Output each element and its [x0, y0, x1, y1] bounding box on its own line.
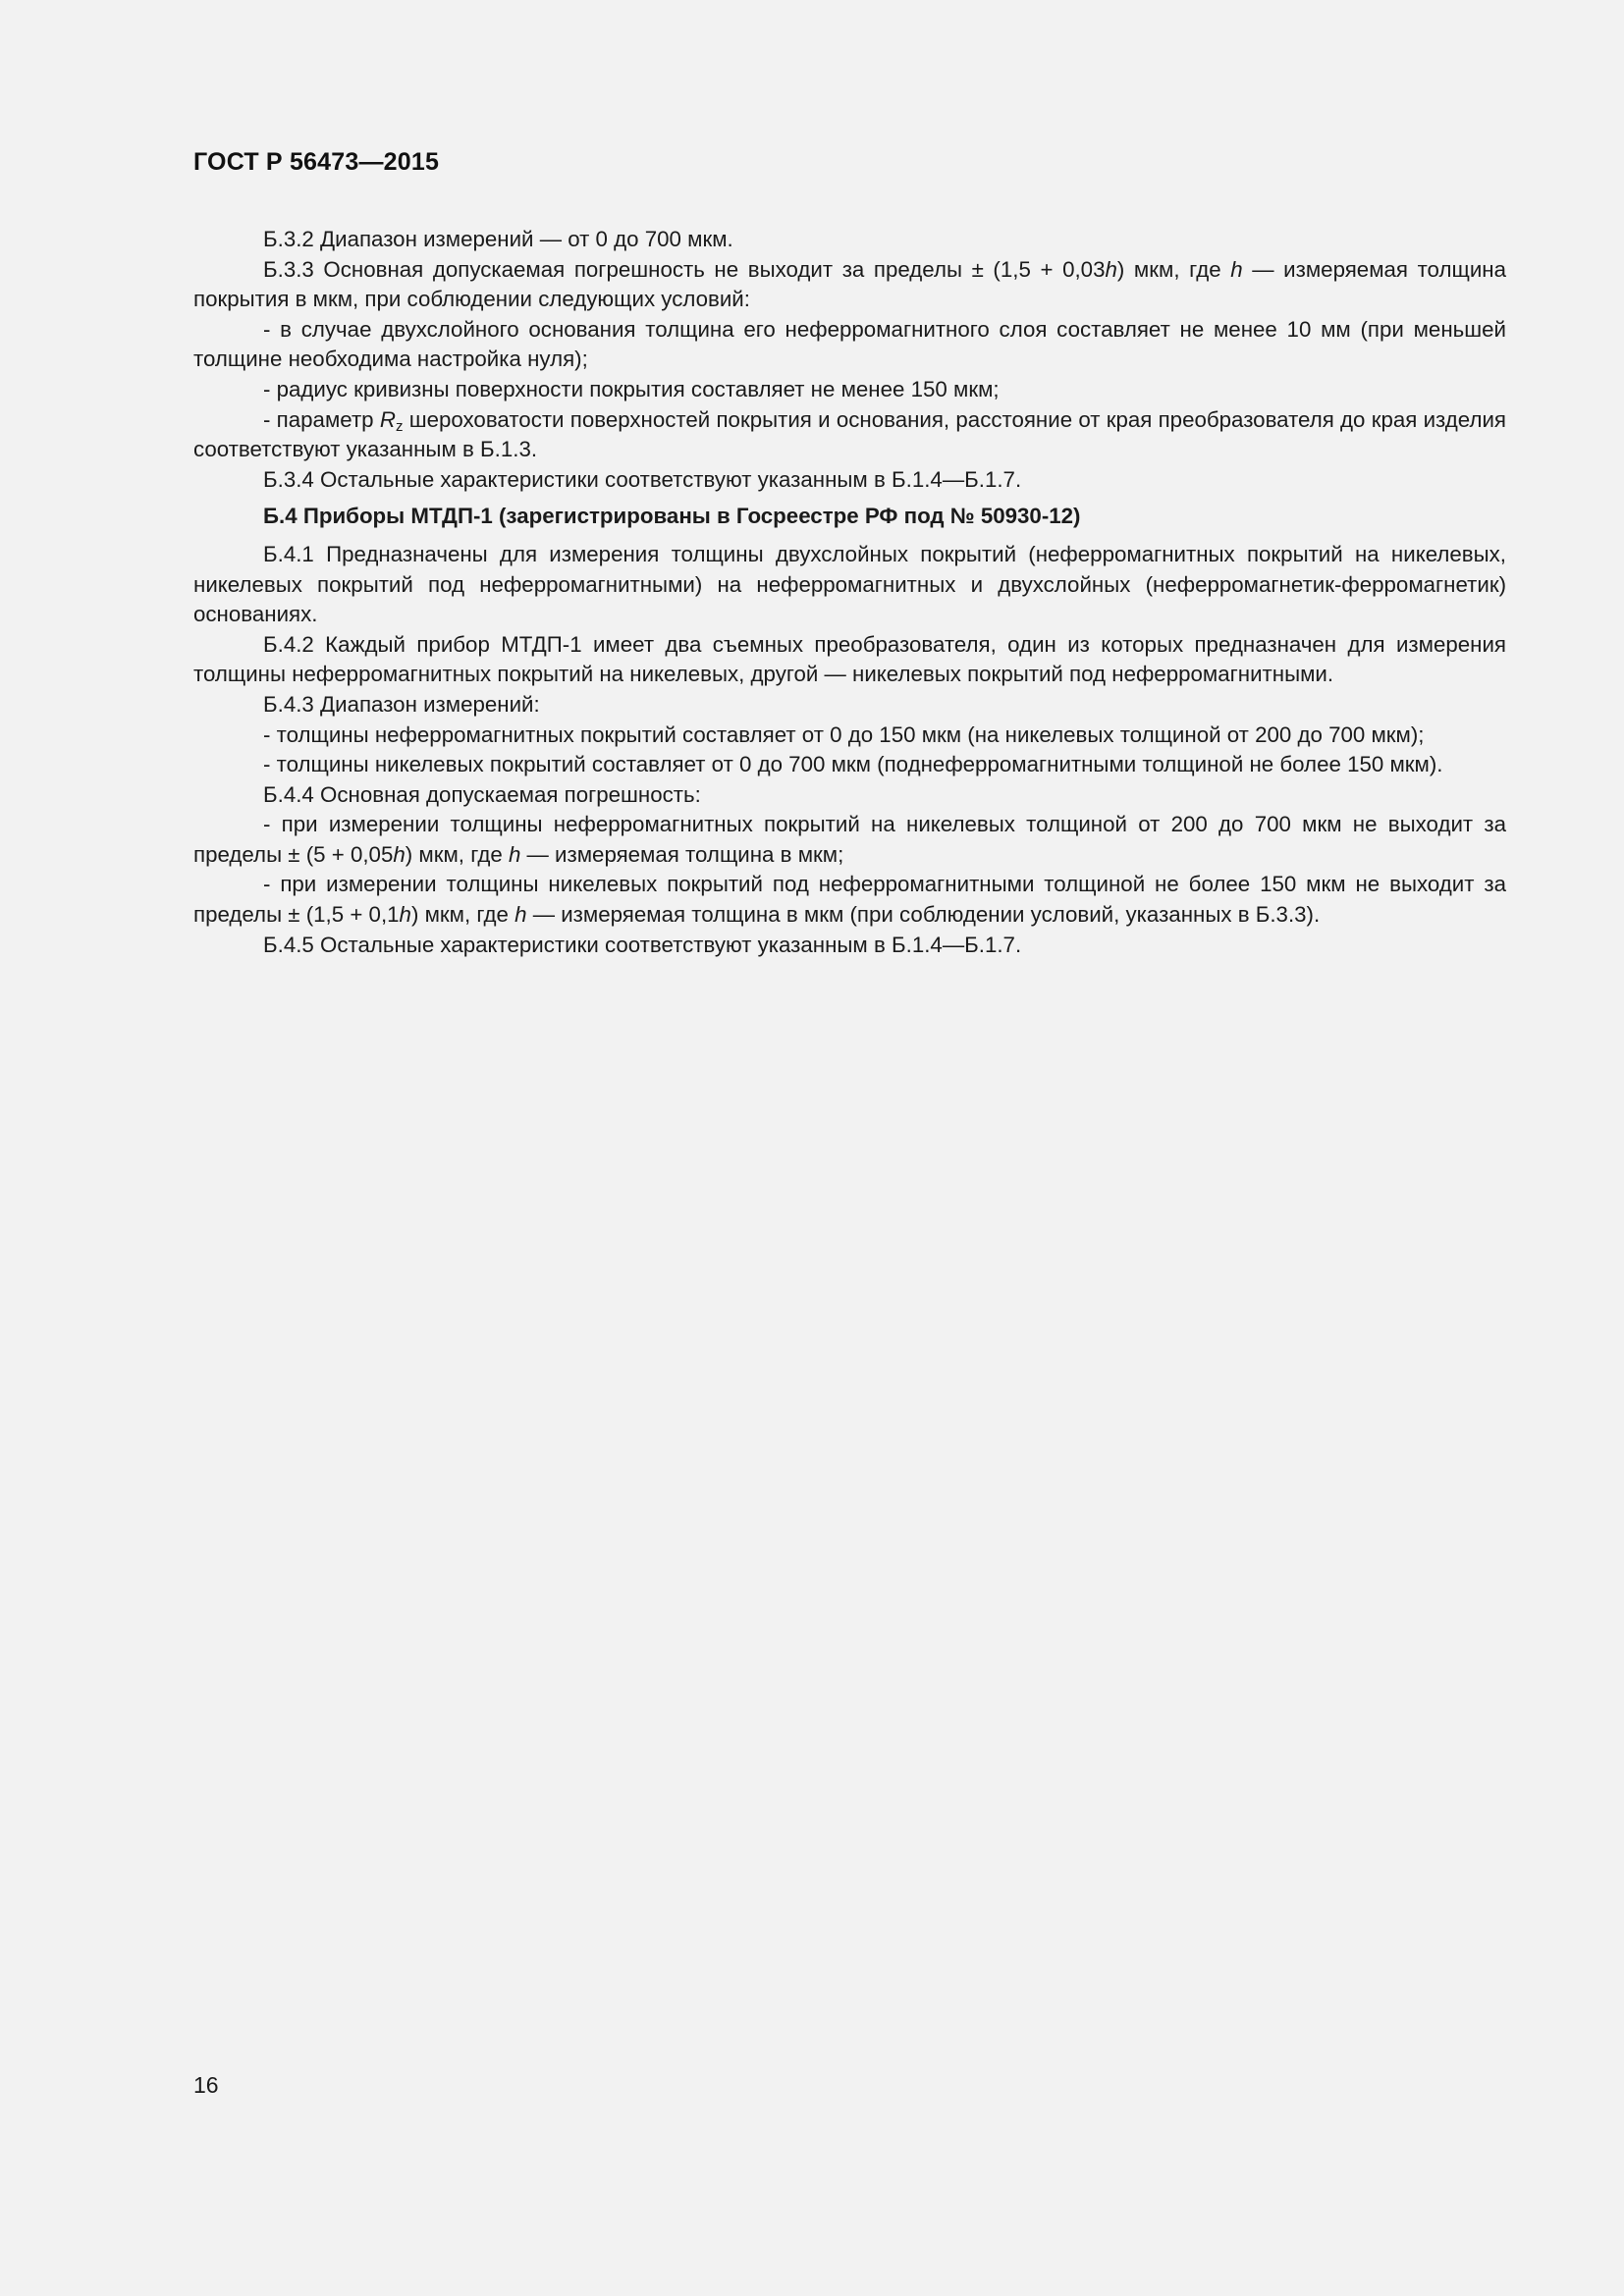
clause-b4-5: Б.4.5 Остальные характеристики соответствуют указанным в Б.1.4—Б.1.7. — [263, 932, 1022, 957]
error-item — [193, 870, 1506, 930]
text-segment: — измеряемая толщина в мкм; — [520, 841, 844, 867]
text-segment: — измеряемая толщина покрытия в мкм, при соблюдении следующих условий: — [193, 256, 1506, 312]
text-segment: - при измерении толщины неферромагнитных покрытий на никелевых толщиной от 200 до 700 мкм не выходит за пределы ± (5 + 0,05 — [193, 812, 1506, 867]
clause-b4-2: Б.4.2 Каждый прибор МТДП-1 имеет два съемных преобразователя, один из которых предназначен для измерения толщины неферромагнитных покрытий на никелевых, другой — никелевых покрытий под неферромагнитными. — [193, 631, 1506, 687]
formula-variable: h — [514, 902, 527, 928]
page-number: 16 — [193, 2072, 219, 2098]
formula-variable: h — [508, 841, 521, 867]
formula-variable: h — [1105, 256, 1117, 282]
condition-item — [193, 405, 1506, 465]
clause-b4-3: Б.4.3 Диапазон измерений: — [263, 691, 540, 717]
clause-b3-3 — [193, 255, 1506, 315]
clause-b3-2: Б.3.2 Диапазон измерений — от 0 до 700 мкм. — [263, 227, 733, 251]
formula-variable: R — [379, 406, 396, 432]
document-header: ГОСТ Р 56473—2015 — [193, 148, 440, 176]
formula-variable: h — [399, 902, 411, 928]
formula-variable: h — [1230, 256, 1243, 282]
range-item: - толщины неферромагнитных покрытий составляет от 0 до 150 мкм (на никелевых толщиной от 200 до 700 мкм); — [263, 721, 1425, 747]
range-item: - толщины никелевых покрытий составляет от 0 до 700 мкм (поднеферромагнитными толщиной не более 150 мкм). — [263, 752, 1443, 777]
clause-b4-4: Б.4.4 Основная допускаемая погрешность: — [263, 781, 701, 807]
text-segment: — измеряемая толщина в мкм (при соблюдении условий, указанных в Б.3.3). — [526, 902, 1321, 928]
text-segment: Б.3.3 Основная допускаемая погрешность не выходит за пределы ± (1,5 + 0,03 — [263, 256, 1106, 282]
clause-b3-4: Б.3.4 Остальные характеристики соответствуют указанным в Б.1.4—Б.1.7. — [263, 466, 1022, 492]
text-segment: ) мкм, где — [1116, 256, 1231, 282]
condition-item: - в случае двухслойного основания толщина его неферромагнитного слоя составляет не менее 10 мм (при меньшей толщине необходима настройка нуля); — [193, 316, 1506, 372]
condition-item: - радиус кривизны поверхности покрытия составляет не менее 150 мкм; — [263, 376, 1000, 401]
section-heading-b4: Б.4 Приборы МТДП-1 (зарегистрированы в Госреестре РФ под № 50930-12) — [263, 504, 1081, 529]
formula-variable: h — [393, 841, 406, 867]
error-item — [193, 810, 1506, 870]
clause-b4-1: Б.4.1 Предназначены для измерения толщины двухслойных покрытий (неферромагнитных покрытий на никелевых, никелевых покрытий под неферромагнитными) на неферромагнитных и двухслойных (неферромагнетик-ферромагнетик) основаниях. — [193, 541, 1506, 627]
document-body — [193, 225, 1506, 960]
text-segment: шероховатости поверхностей покрытия и основания, расстояние от края преобразователя до края изделия соответствуют указанным в Б.1.3. — [193, 406, 1506, 462]
text-segment: ) мкм, где — [405, 841, 509, 867]
subscript: z — [395, 417, 404, 435]
text-segment: - параметр — [263, 406, 380, 432]
text-segment: ) мкм, где — [410, 902, 515, 928]
text-segment: - при измерении толщины никелевых покрытий под неферромагнитными толщиной не более 150 мкм не выходит за пределы ± (1,5 + 0,1 — [193, 872, 1506, 928]
